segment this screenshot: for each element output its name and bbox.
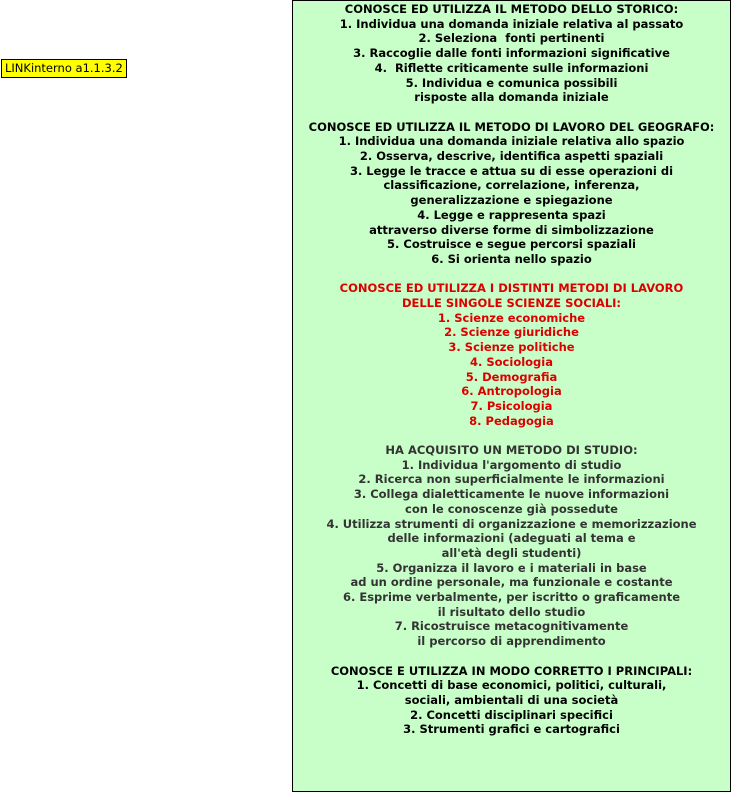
section-storico-heading: CONOSCE ED UTILIZZA IL METODO DELLO STORICO: bbox=[344, 2, 679, 16]
section-concetti-principali-item: 3. Strumenti grafici e cartografici bbox=[403, 722, 620, 737]
section-metodo-studio-item: 7. Ricostruisce metacognitivamente bbox=[394, 619, 629, 634]
section-metodo-studio-item: con le conoscenze già possedute bbox=[405, 501, 618, 516]
section-geografo-item: 3. Legge le tracce e attua su di esse operazioni di bbox=[349, 163, 674, 178]
section-metodo-studio-item: 1. Individua l'argomento di studio bbox=[401, 457, 622, 472]
section-storico-item: 1. Individua una domanda iniziale relativa al passato bbox=[339, 16, 684, 31]
section-metodo-studio bbox=[293, 443, 730, 649]
section-scienze-sociali-item: 5. Demografia bbox=[465, 369, 558, 384]
section-concetti-principali-item: sociali, ambientali di una società bbox=[404, 692, 619, 707]
section-geografo-item: 1. Individua una domanda iniziale relativa allo spazio bbox=[338, 134, 685, 149]
section-storico-item: 3. Raccoglie dalle fonti informazioni significative bbox=[353, 46, 670, 61]
section-storico-item: 2. Seleziona fonti pertinenti bbox=[418, 31, 605, 46]
section-scienze-sociali-item: 1. Scienze economiche bbox=[437, 310, 586, 325]
section-scienze-sociali-item: 3. Scienze politiche bbox=[448, 340, 575, 355]
section-scienze-sociali-item: 2. Scienze giuridiche bbox=[444, 325, 579, 340]
section-geografo-heading: CONOSCE ED UTILIZZA IL METODO DI LAVORO DEL GEOGRAFO: bbox=[308, 119, 715, 134]
section-metodo-studio-heading: HA ACQUISITO UN METODO DI STUDIO: bbox=[385, 443, 638, 458]
section-metodo-studio-item: delle informazioni (adeguati al tema e bbox=[387, 531, 636, 546]
section-metodo-studio-item: 2. Ricerca non superficialmente le informazioni bbox=[358, 472, 665, 487]
section-storico-item: 4. Riflette criticamente sulle informazioni bbox=[374, 60, 649, 75]
section-scienze-sociali-item: 8. Pedagogia bbox=[469, 413, 554, 428]
section-scienze-sociali-item: 6. Antropologia bbox=[461, 384, 562, 399]
section-geografo-item: 2. Osserva, descrive, identifica aspetti spaziali bbox=[359, 149, 664, 164]
section-geografo bbox=[293, 120, 730, 267]
section-metodo-studio-item: 6. Esprime verbalmente, per iscritto o graficamente bbox=[342, 590, 680, 605]
section-storico-item: risposte alla domanda iniziale bbox=[414, 90, 609, 105]
section-geografo-item: attraverso diverse forme di simbolizzazione bbox=[369, 222, 654, 237]
section-concetti-principali-item: 2. Concetti disciplinari specifici bbox=[410, 707, 613, 722]
section-geografo-item: generalizzazione e spiegazione bbox=[410, 193, 613, 208]
section-geografo-item: 5. Costruisce e segue percorsi spaziali bbox=[387, 237, 636, 252]
section-metodo-studio-item: 3. Collega dialetticamente le nuove informazioni bbox=[353, 487, 670, 502]
section-concetti-principali bbox=[293, 664, 730, 738]
section-concetti-principali-heading: CONOSCE E UTILIZZA IN MODO CORRETTO I PRINCIPALI: bbox=[330, 663, 693, 678]
section-storico bbox=[293, 2, 730, 105]
section-geografo-item: 6. Si orienta nello spazio bbox=[431, 251, 592, 266]
section-scienze-sociali-item: 7. Psicologia bbox=[470, 398, 553, 413]
section-metodo-studio-item: 4. Utilizza strumenti di organizzazione e memorizzazione bbox=[326, 516, 697, 531]
methods-panel bbox=[292, 0, 731, 792]
section-scienze-sociali-heading: CONOSCE ED UTILIZZA I DISTINTI METODI DI LAVORO bbox=[339, 281, 684, 296]
section-scienze-sociali-item: 4. Sociologia bbox=[470, 354, 553, 369]
section-geografo-item: classificazione, correlazione, inferenza, bbox=[383, 178, 640, 193]
section-storico-item: 5. Individua e comunica possibili bbox=[405, 75, 618, 90]
section-metodo-studio-item: ad un ordine personale, ma funzionale e costante bbox=[350, 575, 673, 590]
section-scienze-sociali-heading: DELLE SINGOLE SCIENZE SOCIALI: bbox=[401, 296, 622, 311]
link-interno-badge[interactable]: LINKinterno a1.1.3.2 bbox=[1, 59, 127, 78]
section-metodo-studio-item: il percorso di apprendimento bbox=[417, 634, 606, 649]
section-concetti-principali-item: 1. Concetti di base economici, politici, culturali, bbox=[356, 678, 667, 693]
section-metodo-studio-item: all'età degli studenti) bbox=[441, 545, 582, 560]
section-metodo-studio-item: 5. Organizza il lavoro e i materiali in base bbox=[376, 560, 647, 575]
section-metodo-studio-item: il risultato dello studio bbox=[437, 604, 586, 619]
section-geografo-item: 4. Legge e rappresenta spazi bbox=[417, 207, 606, 222]
section-scienze-sociali bbox=[293, 281, 730, 428]
